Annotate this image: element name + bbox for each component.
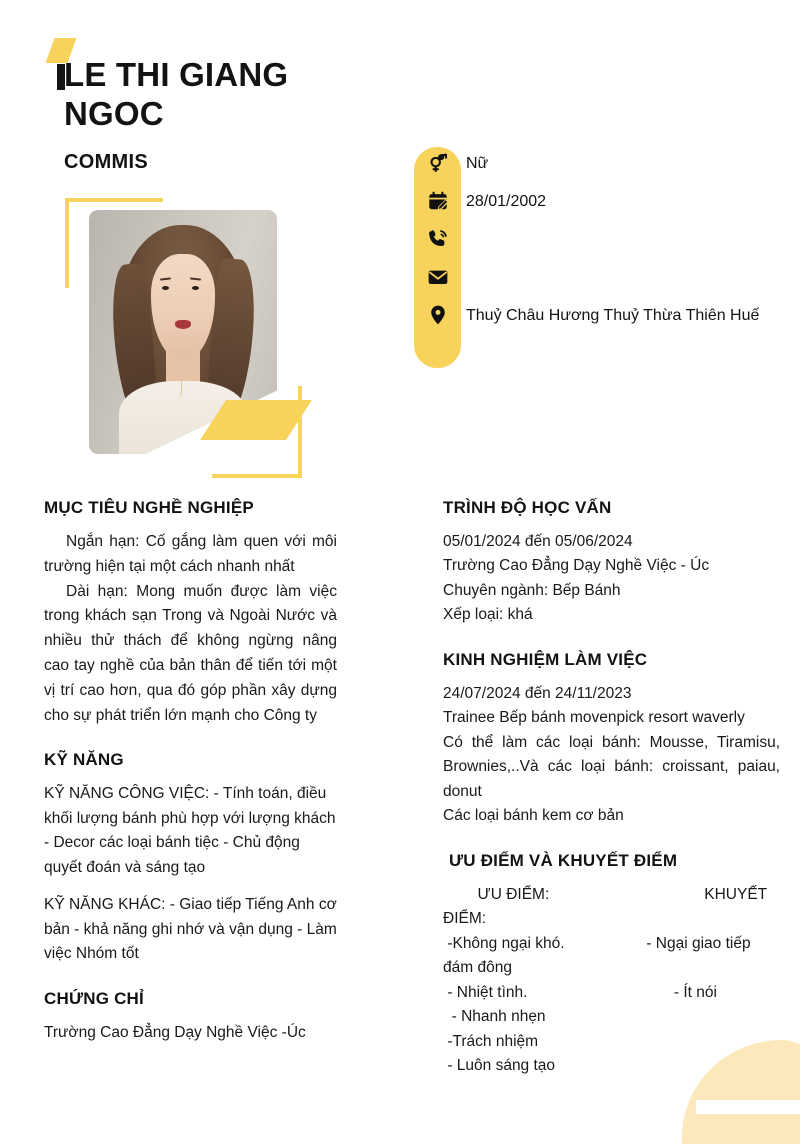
section-title-experience: KINH NGHIỆM LÀM VIỆC xyxy=(443,649,648,669)
section-title-strengths-weaknesses: ƯU ĐIỂM VÀ KHUYẾT ĐIỂM xyxy=(449,850,678,870)
section-title-skills: KỸ NĂNG xyxy=(44,750,124,770)
photo-eye-right xyxy=(192,286,199,290)
contact-row-birthdate xyxy=(414,185,794,223)
education-dates: 05/01/2024 đến 05/06/2024 xyxy=(443,533,633,550)
education-grade: Xếp loại: khá xyxy=(443,606,533,624)
career-objective-body xyxy=(44,530,337,728)
calendar-icon xyxy=(414,185,461,212)
profile-photo-block xyxy=(60,195,305,480)
gender-icon xyxy=(414,147,461,174)
section-skills xyxy=(44,750,337,966)
contact-row-gender xyxy=(414,147,794,185)
section-career-objective xyxy=(44,498,337,728)
sw-row-headers: ƯU ĐIỂM: KHUYẾT ĐIỂM: xyxy=(443,885,772,928)
contact-row-phone xyxy=(414,223,794,261)
objective-long-term: Dài hạn: Mong muốn được làm việc trong khách sạn Trong và Ngoài Nước và nhiều thử thách để không ngừng nâng cao tay nghề của bản thân để tiến tới một vị trí cao hơn, qua đó góp phần xây dựng cho sự phát triển lớn mạnh cho Công ty xyxy=(44,582,337,724)
contact-row-address xyxy=(414,299,794,337)
contact-list xyxy=(414,147,794,337)
email-icon xyxy=(414,261,461,288)
contact-value-phone xyxy=(461,223,466,241)
sw-row-1: -Không ngại khó. - Ngại giao tiếp đám đông xyxy=(443,934,755,977)
experience-extra: Các loại bánh kem cơ bản xyxy=(443,807,624,825)
sw-row-5: - Luôn sáng tạo xyxy=(443,1057,556,1075)
corner-blob-stripe xyxy=(696,1100,800,1114)
skills-other: KỸ NĂNG KHÁC: - Giao tiếp Tiếng Anh cơ bản - khả năng ghi nhớ và vận dụng - Làm việc Nhóm tốt xyxy=(44,896,337,963)
location-icon xyxy=(414,299,461,326)
section-title-certificate: CHỨNG CHỈ xyxy=(44,988,144,1008)
contact-value-address: Thuỷ Châu Hương Thuỷ Thừa Thiên Huế xyxy=(466,307,760,324)
section-strengths-weaknesses xyxy=(443,851,780,1079)
sw-row-4: -Trách nhiệm xyxy=(443,1032,539,1050)
section-title-education: TRÌNH ĐỘ HỌC VẤN xyxy=(443,498,612,517)
experience-dates: 24/07/2024 đến 24/11/2023 xyxy=(443,684,632,702)
sw-row-2: - Nhiệt tình. - Ít nói xyxy=(443,983,717,1001)
phone-icon xyxy=(414,223,461,250)
experience-detail: Có thể làm các loại bánh: Mousse, Tiramisu, Brownies,..Và các loại bánh: croissant, paiau, donut xyxy=(443,733,780,800)
photo-eye-left xyxy=(162,286,169,290)
certificate-value: Trường Cao Đẳng Dạy Nghề Việc -Úc xyxy=(44,1023,306,1041)
section-title-career-objective: MỤC TIÊU NGHỀ NGHIỆP xyxy=(44,498,254,517)
contact-value-birthdate: 28/01/2002 xyxy=(466,193,547,210)
education-school: Trường Cao Đẳng Dạy Nghề Việc - Úc xyxy=(443,557,710,575)
contact-value-email xyxy=(461,261,466,279)
experience-role: Trainee Bếp bánh movenpick resort waverly xyxy=(443,709,745,727)
candidate-name: LE THI GIANG NGOC xyxy=(64,56,289,132)
contact-value-gender: Nữ xyxy=(466,155,489,172)
objective-short-term: Ngắn hạn: Cố gắng làm quen với môi trường hiện tại một cách nhanh nhất xyxy=(44,533,337,575)
section-education xyxy=(443,498,780,628)
section-certificate xyxy=(44,989,337,1045)
education-major: Chuyên ngành: Bếp Bánh xyxy=(443,581,621,599)
section-experience xyxy=(443,650,780,829)
contact-row-email xyxy=(414,261,794,299)
photo-lips xyxy=(175,320,191,329)
strengths-weaknesses-body xyxy=(443,883,780,1079)
sw-row-3: - Nhanh nhẹn xyxy=(443,1008,546,1026)
left-column xyxy=(44,498,337,1067)
skills-work: KỸ NĂNG CÔNG VIỆC: - Tính toán, điều khối lượng bánh phù hợp với lượng khách - Decor các loại bánh tiệc - Chủ động quyết đoán và sáng tạo xyxy=(44,785,336,876)
job-title: COMMIS xyxy=(64,151,149,173)
right-column xyxy=(443,498,780,1101)
